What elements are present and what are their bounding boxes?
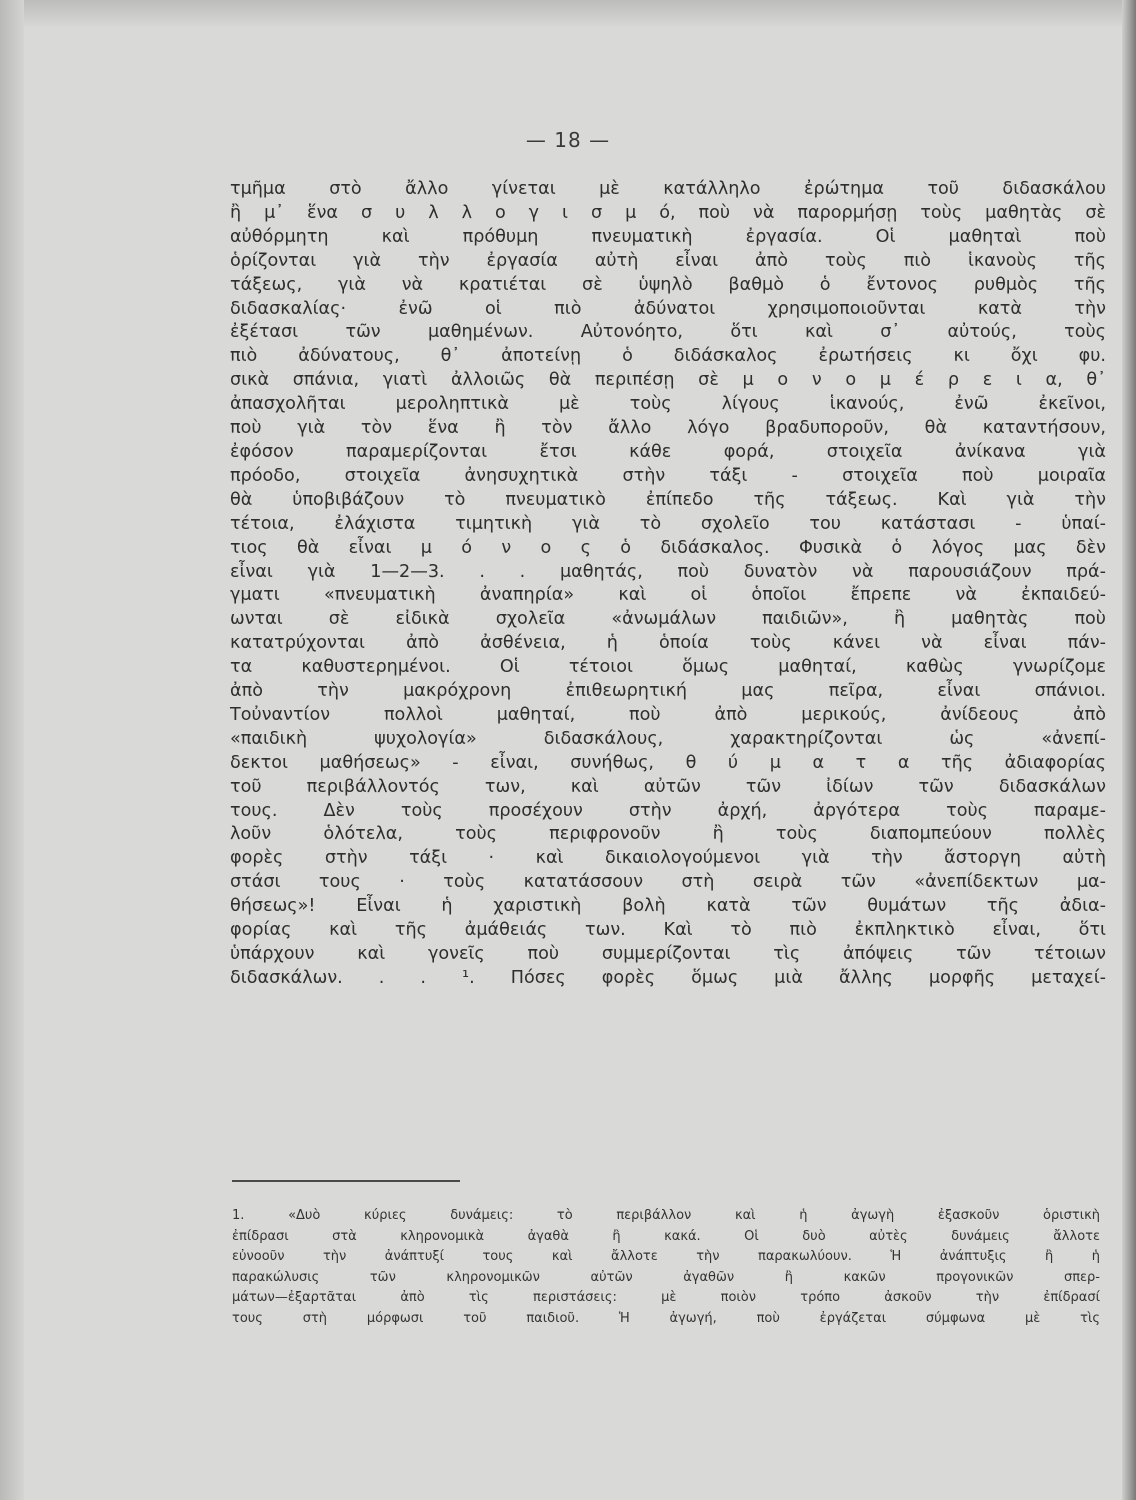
text-line: στάσι τους · τοὺς κατατάσσουν στὴ σειρὰ τῶν «ἀνεπίδεκτων μα- [230, 872, 1106, 893]
text-line: διδασκάλων. . . ¹. Πόσες φορὲς ὅμως μιὰ ἄλλης μορφῆς μεταχεί- [230, 967, 1106, 988]
text-line: θήσεως»! Εἶναι ἡ χαριστικὴ βολὴ κατὰ τῶν θυμάτων τῆς ἀδια- [230, 896, 1106, 917]
text-line: εἶναι γιὰ 1—2—3. . . μαθητάς, ποὺ δυνατὸν νὰ παρουσιάζουν πρά- [230, 561, 1106, 582]
footnote-line: μάτων—ἐξαρτᾶται ἀπὸ τὶς περιστάσεις: μὲ ποιὸν τρόπο ἀσκοῦν τὴν ἐπίδρασί [232, 1290, 1100, 1306]
footnote-line: εὐνοοῦν τὴν ἀνάπτυξί τους καὶ ἄλλοτε τὴν παρακωλύουν. Ἡ ἀνάπτυξις ἢ ἡ [232, 1249, 1100, 1265]
text-line: διδασκαλίας· ἐνῶ οἱ πιὸ ἀδύνατοι χρησιμοποιοῦνται κατὰ τὴν [230, 298, 1106, 319]
text-line: σικὰ σπάνια, γιατὶ ἀλλοιῶς θὰ περιπέσῃ σὲ μ ο ν ο μ έ ρ ε ι α, θ᾽ [230, 370, 1106, 391]
footnote-line: 1. «Δυὸ κύριες δυνάμεις: τὸ περιβάλλον καὶ ἡ ἀγωγὴ ἐξασκοῦν ὁριστικὴ [232, 1208, 1100, 1223]
text-line: φορὲς στὴν τάξι · καὶ δικαιολογούμενοι γιὰ τὴν ἄστοργη αὐτὴ [230, 848, 1106, 869]
text-line: τέτοια, ἐλάχιστα τιμητικὴ γιὰ τὸ σχολεῖο του κατάστασι - ὑπαί- [230, 513, 1106, 534]
text-line: ἢ μ᾽ ἕνα σ υ λ λ ο γ ι σ μ ό, ποὺ νὰ παρορμήσῃ τοὺς μαθητὰς σὲ [230, 202, 1106, 223]
text-line: ἐξέτασι τῶν μαθημένων. Αὐτονόητο, ὅτι καὶ σ᾽ αὐτούς, τοὺς [230, 322, 1106, 343]
text-line: ὁρίζονται γιὰ τὴν ἐργασία αὐτὴ εἶναι ἀπὸ τοὺς πιὸ ἱκανοὺς τῆς [230, 250, 1106, 271]
text-line: ποὺ γιὰ τὸν ἕνα ἢ τὸν ἄλλο λόγο βραδυποροῦν, θὰ καταντήσουν, [230, 418, 1106, 439]
text-line: τμῆμα στὸ ἄλλο γίνεται μὲ κατάλληλο ἐρώτημα τοῦ διδασκάλου [230, 179, 1106, 199]
page-left-edge [0, 0, 24, 1500]
text-line: πιὸ ἀδύνατους, θ᾽ ἀποτείνῃ ὁ διδάσκαλος ἐρωτήσεις κι ὄχι φυ. [230, 346, 1106, 367]
footnote-rule [232, 1180, 460, 1182]
text-line: ἀπὸ τὴν μακρόχρονη ἐπιθεωρητική μας πεῖρα, εἶναι σπάνιοι. [230, 681, 1106, 702]
text-line: ωνται σὲ εἰδικὰ σχολεῖα «ἀνωμάλων παιδιῶν», ἢ μαθητὰς ποὺ [230, 609, 1106, 630]
text-line: λοῦν ὁλότελα, τοὺς περιφρονοῦν ἢ τοὺς διαπομπεύουν πολλὲς [230, 824, 1106, 845]
text-line: τοῦ περιβάλλοντός των, καὶ αὐτῶν τῶν ἰδίων τῶν διδασκάλων [230, 776, 1106, 797]
text-line: δεκτοι μαθήσεως» - εἶναι, συνήθως, θ ύ μ α τ α τῆς ἀδιαφορίας [230, 752, 1106, 773]
text-line: κατατρύχονται ἀπὸ ἀσθένεια, ἡ ὁποία τοὺς κάνει νὰ εἶναι πάν- [230, 633, 1106, 654]
text-line: τους. Δὲν τοὺς προσέχουν στὴν ἀρχή, ἀργότερα τοὺς παραμε- [230, 800, 1106, 821]
text-line: «παιδικὴ ψυχολογία» διδασκάλους, χαρακτηρίζονται ὡς «ἀνεπί- [230, 728, 1106, 749]
page-right-shadow [1122, 0, 1136, 1500]
page-number: — 18 — [525, 128, 611, 152]
text-line: ὑπάρχουν καὶ γονεῖς ποὺ συμμερίζονται τὶς ἀπόψεις τῶν τέτοιων [230, 944, 1106, 964]
text-line: ἀπασχολῆται μεροληπτικὰ μὲ τοὺς λίγους ἱκανούς, ἐνῶ ἐκεῖνοι, [230, 394, 1106, 415]
footnote-line: τους στὴ μόρφωσι τοῦ παιδιοῦ. Ἡ ἀγωγή, ποὺ ἐργάζεται σύμφωνα μὲ τὶς [232, 1310, 1100, 1326]
text-line: ἐφόσον παραμερίζονται ἔτσι κάθε φορά, στοιχεῖα ἀνίκανα γιὰ [230, 441, 1106, 462]
text-line: τα καθυστερημένοι. Οἱ τέτοιοι ὅμως μαθηταί, καθὼς γνωρίζομε [230, 657, 1106, 678]
text-line: φορίας καὶ τῆς ἀμάθειάς των. Καὶ τὸ πιὸ ἐκπληκτικὸ εἶναι, ὅτι [230, 920, 1106, 941]
footnote-line: ἐπίδρασι στὰ κληρονομικὰ ἀγαθὰ ἢ κακά. Οἱ δυὸ αὐτὲς δυνάμεις ἄλλοτε [232, 1228, 1100, 1244]
text-line: αὐθόρμητη καὶ πρόθυμη πνευματικὴ ἐργασία. Οἱ μαθηταὶ ποὺ [230, 226, 1106, 247]
body-text [230, 178, 1106, 991]
text-line: τιος θὰ εἶναι μ ό ν ο ς ὁ διδάσκαλος. Φυσικὰ ὁ λόγος μας δὲν [230, 537, 1106, 558]
text-line: πρόοδο, στοιχεῖα ἀνησυχητικὰ στὴν τάξι - στοιχεῖα ποὺ μοιραῖα [230, 465, 1106, 486]
footnote-line: παρακώλυσις τῶν κληρονομικῶν αὐτῶν ἀγαθῶν ἢ κακῶν προγονικῶν σπερ- [232, 1269, 1100, 1285]
footnote [232, 1206, 1100, 1330]
text-line: Τοὐναντίον πολλοὶ μαθηταί, ποὺ ἀπὸ μερικούς, ἀνίδεους ἀπὸ [230, 704, 1106, 725]
text-line: θὰ ὑποβιβάζουν τὸ πνευματικὸ ἐπίπεδο τῆς τάξεως. Καὶ γιὰ τὴν [230, 489, 1106, 510]
text-line: γματι «πνευματικὴ ἀναπηρία» καὶ οἱ ὁποῖοι ἔπρεπε νὰ ἐκπαιδεύ- [230, 585, 1106, 606]
text-line: τάξεως, γιὰ νὰ κρατιέται σὲ ὑψηλὸ βαθμὸ ὁ ἔντονος ρυθμὸς τῆς [230, 274, 1106, 295]
page-top-edge [0, 0, 1136, 26]
